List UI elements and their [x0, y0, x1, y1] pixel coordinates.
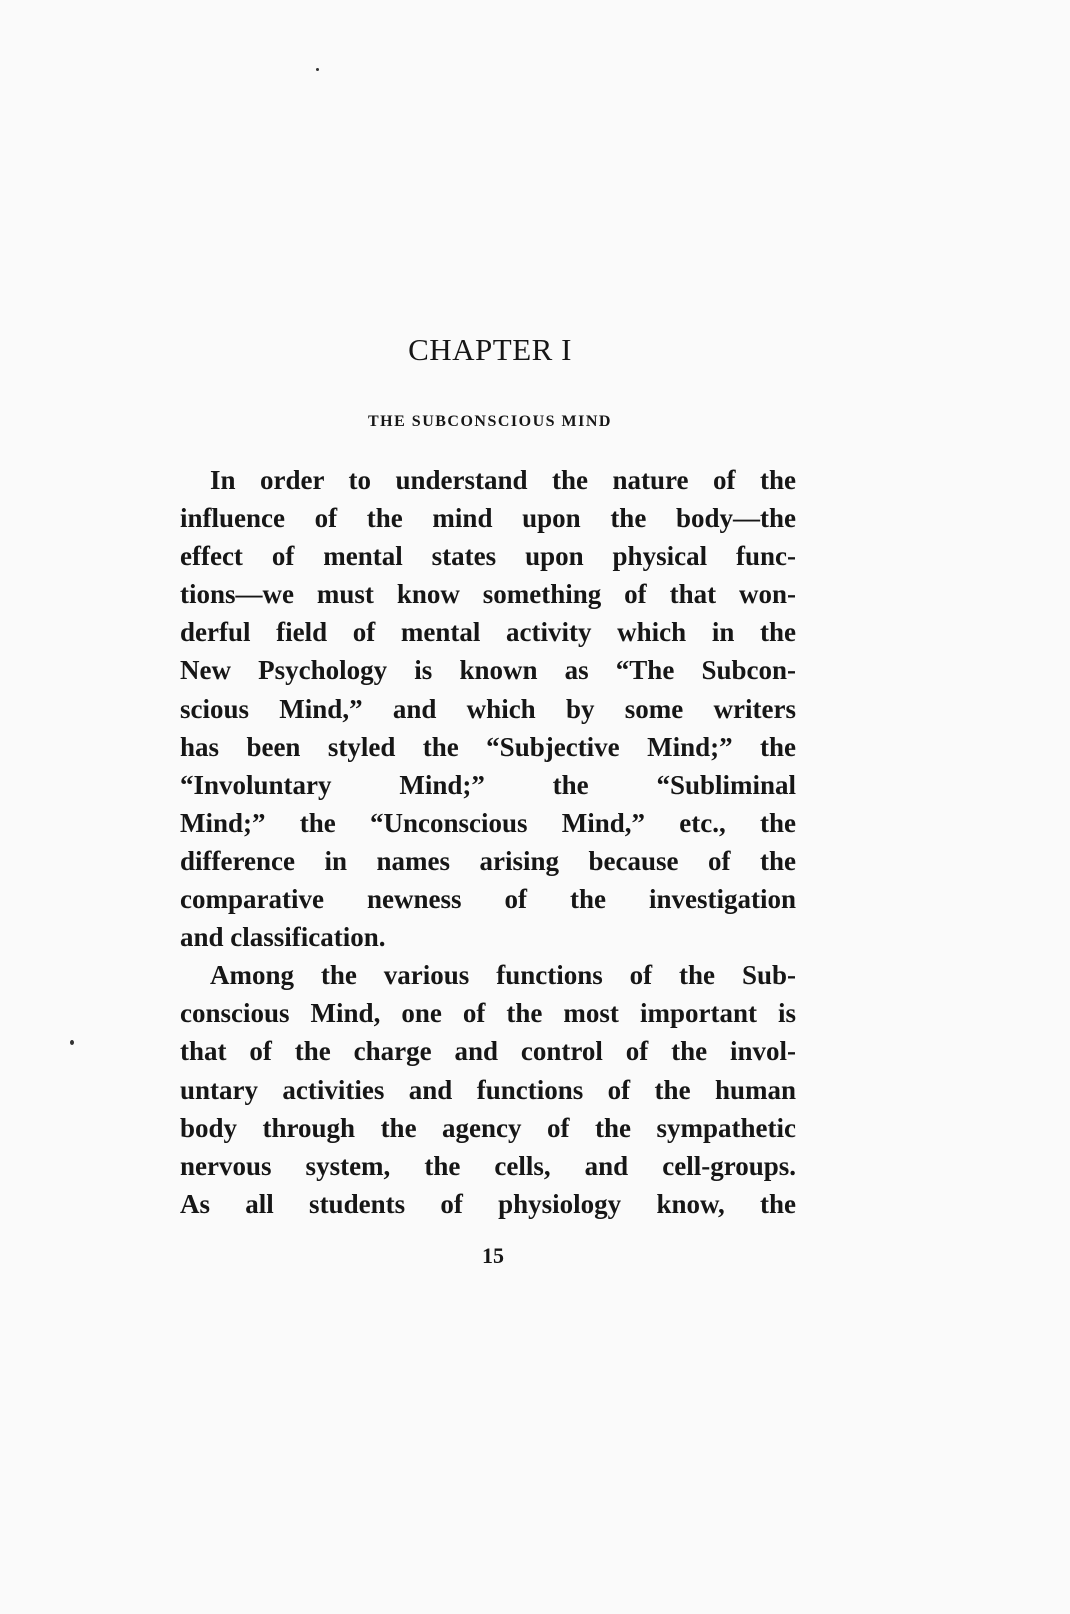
text-line: influence of the mind upon the body—the	[180, 503, 796, 534]
paragraph-2	[180, 956, 796, 1223]
text-line: that of the charge and control of the invol-	[180, 1036, 796, 1067]
page-number: 15	[482, 1243, 504, 1268]
text-line: body through the agency of the sympathetic	[180, 1112, 796, 1143]
text-line: “Involuntary Mind;” the “Subliminal	[180, 769, 796, 800]
text-line: New Psychology is known as “The Subcon-	[180, 655, 796, 686]
chapter-heading: CHAPTER I	[408, 332, 572, 367]
text-line: Mind;” the “Unconscious Mind,” etc., the	[180, 807, 796, 838]
text-line: nervous system, the cells, and cell-groups.	[180, 1150, 796, 1181]
print-speck	[70, 1040, 74, 1045]
text-line: and classification.	[180, 922, 386, 953]
paragraph-1	[180, 461, 796, 956]
text-line: has been styled the “Subjective Mind;” the	[180, 731, 796, 762]
text-line: In order to understand the nature of the	[210, 465, 796, 495]
text-line: effect of mental states upon physical func-	[180, 541, 796, 572]
text-line: difference in names arising because of the	[180, 845, 796, 876]
text-line: tions—we must know something of that won-	[180, 579, 796, 610]
text-line: derful field of mental activity which in the	[180, 617, 796, 648]
text-line: Among the various functions of the Sub-	[210, 960, 796, 991]
print-speck	[316, 68, 319, 71]
text-line: scious Mind,” and which by some writers	[180, 693, 796, 724]
text-line: untary activities and functions of the human	[180, 1074, 796, 1105]
text-line: As all students of physiology know, the	[180, 1188, 796, 1219]
text-line: comparative newness of the investigation	[180, 884, 796, 915]
body-text	[180, 461, 796, 1223]
chapter-subtitle: THE SUBCONSCIOUS MIND	[368, 413, 612, 430]
text-line: conscious Mind, one of the most important is	[180, 998, 796, 1029]
